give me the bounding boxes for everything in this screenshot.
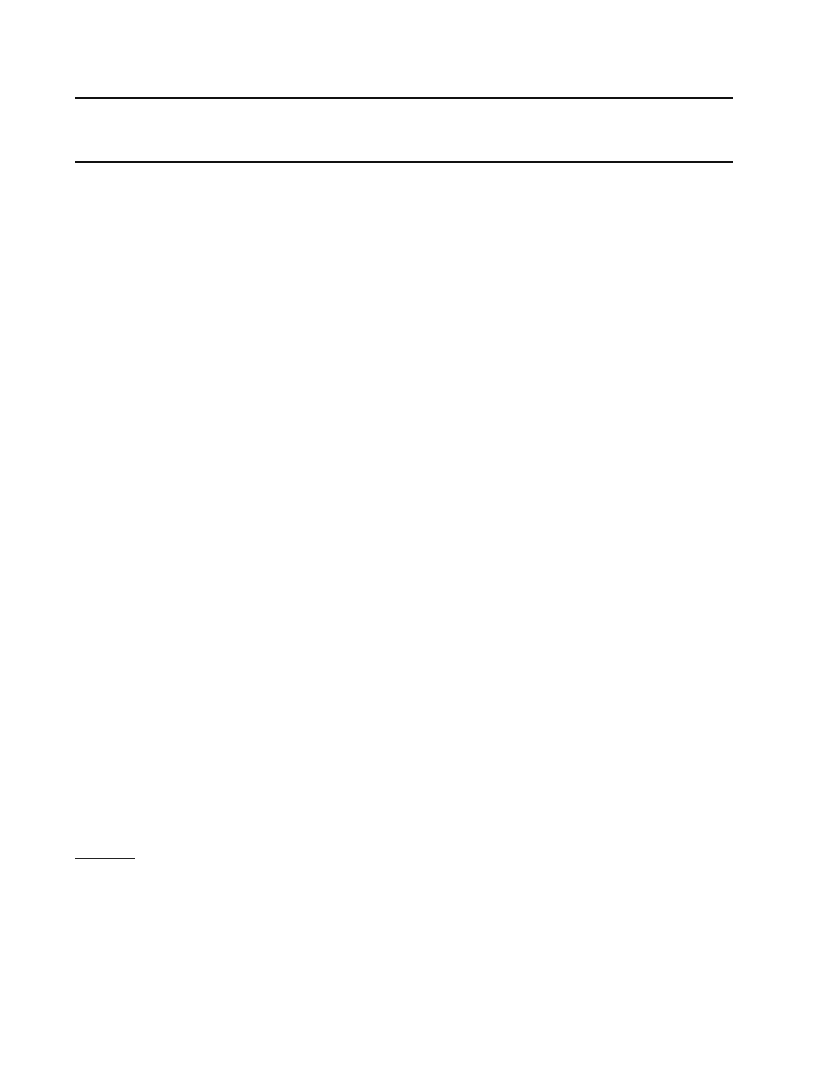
footnote-rule xyxy=(75,858,135,859)
title-rule-top xyxy=(75,97,733,99)
figure-1-chart xyxy=(416,236,728,386)
title-rule-bottom xyxy=(75,161,733,163)
